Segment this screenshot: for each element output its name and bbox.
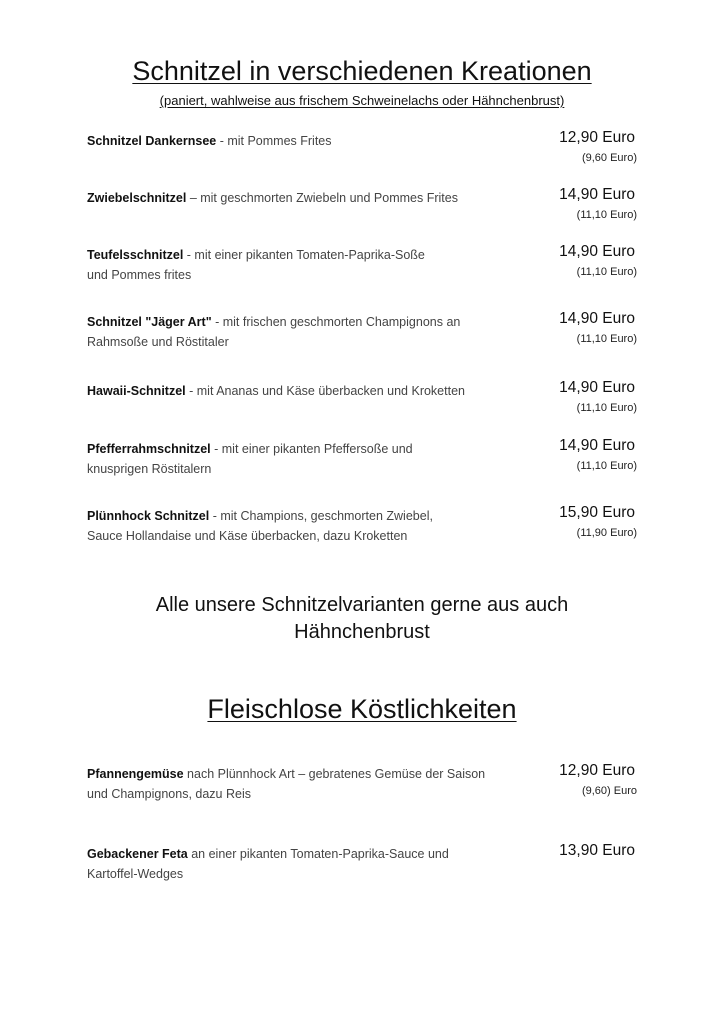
section-title-vegetarian: Fleischlose Köstlichkeiten — [207, 694, 517, 724]
item-price: 13,90 Euro — [559, 842, 635, 859]
item-price-alt: (11,10 Euro) — [576, 266, 637, 278]
item-price: 15,90 Euro — [559, 504, 635, 521]
item-description: – mit geschmorten Zwiebeln und Pommes Frites — [186, 191, 458, 205]
section-title-schnitzel: Schnitzel in verschiedenen Kreationen — [132, 56, 592, 86]
item-price-alt: (11,90 Euro) — [576, 527, 637, 539]
item-description: nach Plünnhock Art – gebratenes Gemüse der Saison — [183, 767, 486, 781]
item-name: Teufelsschnitzel — [87, 248, 184, 262]
item-name: Pfannengemüse — [87, 767, 184, 781]
item-description-cont: Sauce Hollandaise und Käse überbacken, dazu Kroketten — [87, 529, 408, 543]
chicken-note — [0, 592, 724, 646]
item-price-alt: (11,10 Euro) — [576, 460, 637, 472]
item-description: - mit frischen geschmorten Champignons an — [211, 315, 461, 329]
item-description: - mit Champions, geschmorten Zwiebel, — [209, 509, 433, 523]
item-description-cont: knusprigen Röstitalern — [87, 462, 212, 476]
item-name: Schnitzel Dankernsee — [87, 134, 217, 148]
note-line-2: Hähnchenbrust — [294, 621, 430, 643]
item-name: Gebackener Feta — [87, 847, 188, 861]
menu-item — [87, 506, 637, 546]
menu-item — [87, 764, 637, 804]
item-name: Zwiebelschnitzel — [87, 191, 187, 205]
item-price-alt: (11,10 Euro) — [576, 209, 637, 221]
note-line-1: Alle unsere Schnitzelvarianten gerne aus auch — [155, 594, 569, 616]
item-name: Pfefferrahmschnitzel — [87, 442, 211, 456]
item-description: - mit einer pikanten Pfeffersoße und — [210, 442, 413, 456]
item-description-cont: Kartoffel-Wedges — [87, 867, 184, 881]
menu-item — [87, 844, 637, 884]
item-description: an einer pikanten Tomaten-Paprika-Sauce und — [187, 847, 449, 861]
item-description: - mit Pommes Frites — [216, 134, 332, 148]
item-price-alt: (9,60) Euro — [581, 785, 637, 797]
item-description-cont: Rahmsoße und Röstitaler — [87, 335, 229, 349]
item-description: - mit einer pikanten Tomaten-Paprika-Soße — [183, 248, 425, 262]
item-name: Plünnhock Schnitzel — [87, 509, 210, 523]
item-price: 14,90 Euro — [559, 186, 635, 203]
menu-item — [87, 186, 637, 221]
item-price: 14,90 Euro — [559, 379, 635, 396]
item-description-cont: und Pommes frites — [87, 268, 192, 282]
item-price: 12,90 Euro — [559, 129, 635, 146]
item-name: Schnitzel "Jäger Art" — [87, 315, 212, 329]
menu-item — [87, 439, 637, 479]
item-description-cont: und Champignons, dazu Reis — [87, 787, 251, 801]
item-price-alt: (11,10 Euro) — [576, 333, 637, 345]
menu-item — [87, 129, 637, 164]
item-price: 14,90 Euro — [559, 437, 635, 454]
item-price-alt: (11,10 Euro) — [576, 402, 637, 414]
menu-item — [87, 312, 637, 352]
item-name: Hawaii-Schnitzel — [87, 384, 186, 398]
item-price: 14,90 Euro — [559, 310, 635, 327]
item-price: 14,90 Euro — [559, 243, 635, 260]
menu-item — [87, 245, 637, 285]
section-subtitle: (paniert, wahlweise aus frischem Schweinelachs oder Hähnchenbrust) — [159, 93, 565, 108]
item-description: - mit Ananas und Käse überbacken und Kroketten — [185, 384, 465, 398]
item-price-alt: (9,60 Euro) — [581, 152, 637, 164]
menu-item — [87, 379, 637, 414]
item-price: 12,90 Euro — [559, 762, 635, 779]
